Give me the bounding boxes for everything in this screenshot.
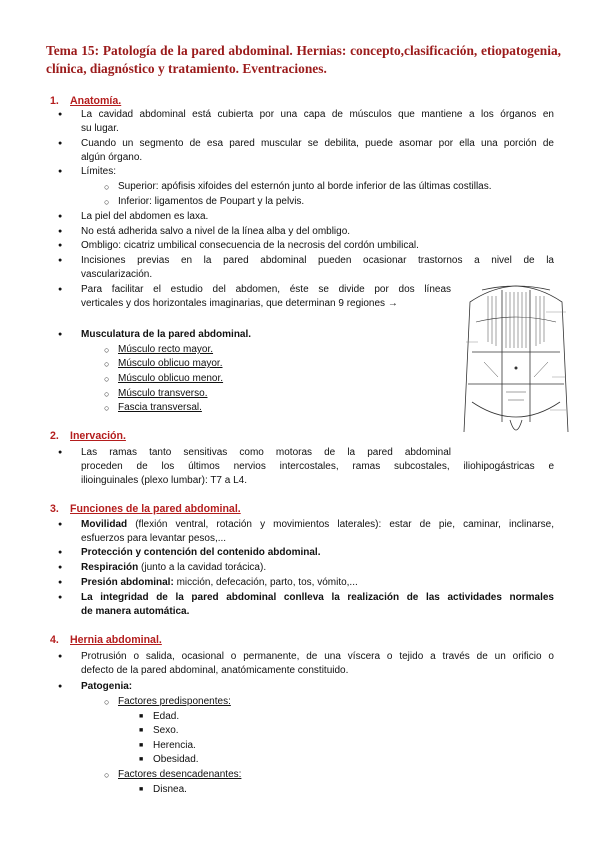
bullet-text: ● Para facilitar el estudio del abdomen, éste se divide por dos líneas [81,283,451,297]
sub-bullet-text: ○ Superior: apófisis xifoides del esternón junto al borde inferior de las últimas costillas. [118,180,492,194]
bullet-text: ● Ombligo: cicatriz umbilical consecuencia de la necrosis del cordón umbilical. [81,239,419,253]
muscle-item: ○ Músculo oblicuo mayor. [118,357,223,371]
function-label: Respiración [81,562,139,573]
function-item [81,576,358,590]
factor-item: ■ Herencia. [153,739,196,753]
sub-bullet-text: ○ Inferior: ligamentos de Poupart y la pelvis. [118,195,304,209]
muscle-item: ○ Músculo oblicuo menor. [118,372,223,386]
section-title: Anatomía. [70,95,122,107]
section-heading-funciones [50,503,241,515]
bullet-text: ● Límites: [81,165,116,179]
page-title: Tema 15: Patología de la pared abdominal. Hernias: concepto,clasificación, etiopatogenia, clínica, diagnóstico y tratamiento. Eventraciones. [46,43,561,76]
function-detail: (flexión ventral, rotación y movimientos laterales): estar de pie, caminar, inclinarse, [127,519,554,530]
factor-item: ■ Disnea. [153,783,187,797]
function-item [81,561,266,575]
section-heading-hernia [50,634,162,646]
bullet-text-cont: algún órgano. [81,152,143,163]
section-title: Hernia abdominal. [70,634,162,646]
section-number: 1. [50,95,59,107]
function-item-cont: de manera automática. [81,606,190,617]
bullet-text: ● La piel del abdomen es laxa. [81,210,208,224]
abdomen-regions-figure [462,282,570,442]
section-heading-inervacion [50,430,126,442]
factor-item: ■ Edad. [153,710,179,724]
bullet-text-cont: su lugar. [81,123,119,134]
muscle-item: ○ Músculo transverso. [118,387,207,401]
section-title: Inervación. [70,430,126,442]
function-item: ● Protección y contención del contenido abdominal. [81,546,320,560]
function-label: Movilidad [81,519,128,530]
bullet-text: ● Las ramas tanto sensitivas como motoras de la pared abdominal [81,446,451,460]
bullet-text-cont: proceden de los últimos nervios intercostales, ramas subcostales, iliohipogástricas e [81,461,554,472]
muscle-item: ○ Fascia transversal. [118,401,202,415]
bullet-text: ● No está adherida salvo a nivel de la línea alba y del ombligo. [81,225,350,239]
bullet-text-cont: vascularización. [81,269,153,280]
muscle-item: ○ Músculo recto mayor. [118,343,213,357]
bullet-text: ● Protrusión o salida, ocasional o permanente, de una víscera o tejido a través de un orificio o [81,650,554,664]
function-item-cont: esfuerzos para levantar pesos,... [81,533,227,544]
section-number: 4. [50,634,59,646]
section-number: 3. [50,503,59,515]
bullet-text: ● Incisiones previas en la pared abdominal pueden ocasionar trastornos a nivel de la [81,254,554,268]
bullet-text-cont: ilioinguinales (plexo lumbar): T7 a L4. [81,475,248,486]
sub-bullet-text: ○ Factores predisponentes: [118,695,231,709]
sub-bullet-text: ○ Factores desencadenantes: [118,768,241,782]
bullet-text: ● Cuando un segmento de esa pared muscular se debilita, puede asomar por ella una porción de [81,137,554,151]
factor-item: ■ Obesidad. [153,753,199,767]
bullet-text: ● Musculatura de la pared abdominal. [81,328,251,342]
bullet-text-cont: verticales y dos horizontales imaginarias, que determinan 9 regiones → [81,298,398,309]
factor-item: ■ Sexo. [153,724,179,738]
section-title: Funciones de la pared abdominal. [70,503,241,515]
function-detail: micción, defecación, parto, tos, vómito,... [173,577,358,588]
function-item [81,518,554,532]
bullet-text-cont: defecto de la pared abdominal, anatómicamente constituido. [81,665,349,676]
section-number: 2. [50,430,59,442]
bullet-text: ● Patogenia: [81,680,132,694]
bullet-text: ● La cavidad abdominal está cubierta por una capa de músculos que mantiene a los órganos en [81,108,554,122]
section-heading-anatomia [50,95,121,107]
function-item: ● La integridad de la pared abdominal conlleva la realización de las actividades normales [81,591,554,605]
function-label: Presión abdominal: [81,577,174,588]
function-detail: (junto a la cavidad torácica). [138,562,267,573]
